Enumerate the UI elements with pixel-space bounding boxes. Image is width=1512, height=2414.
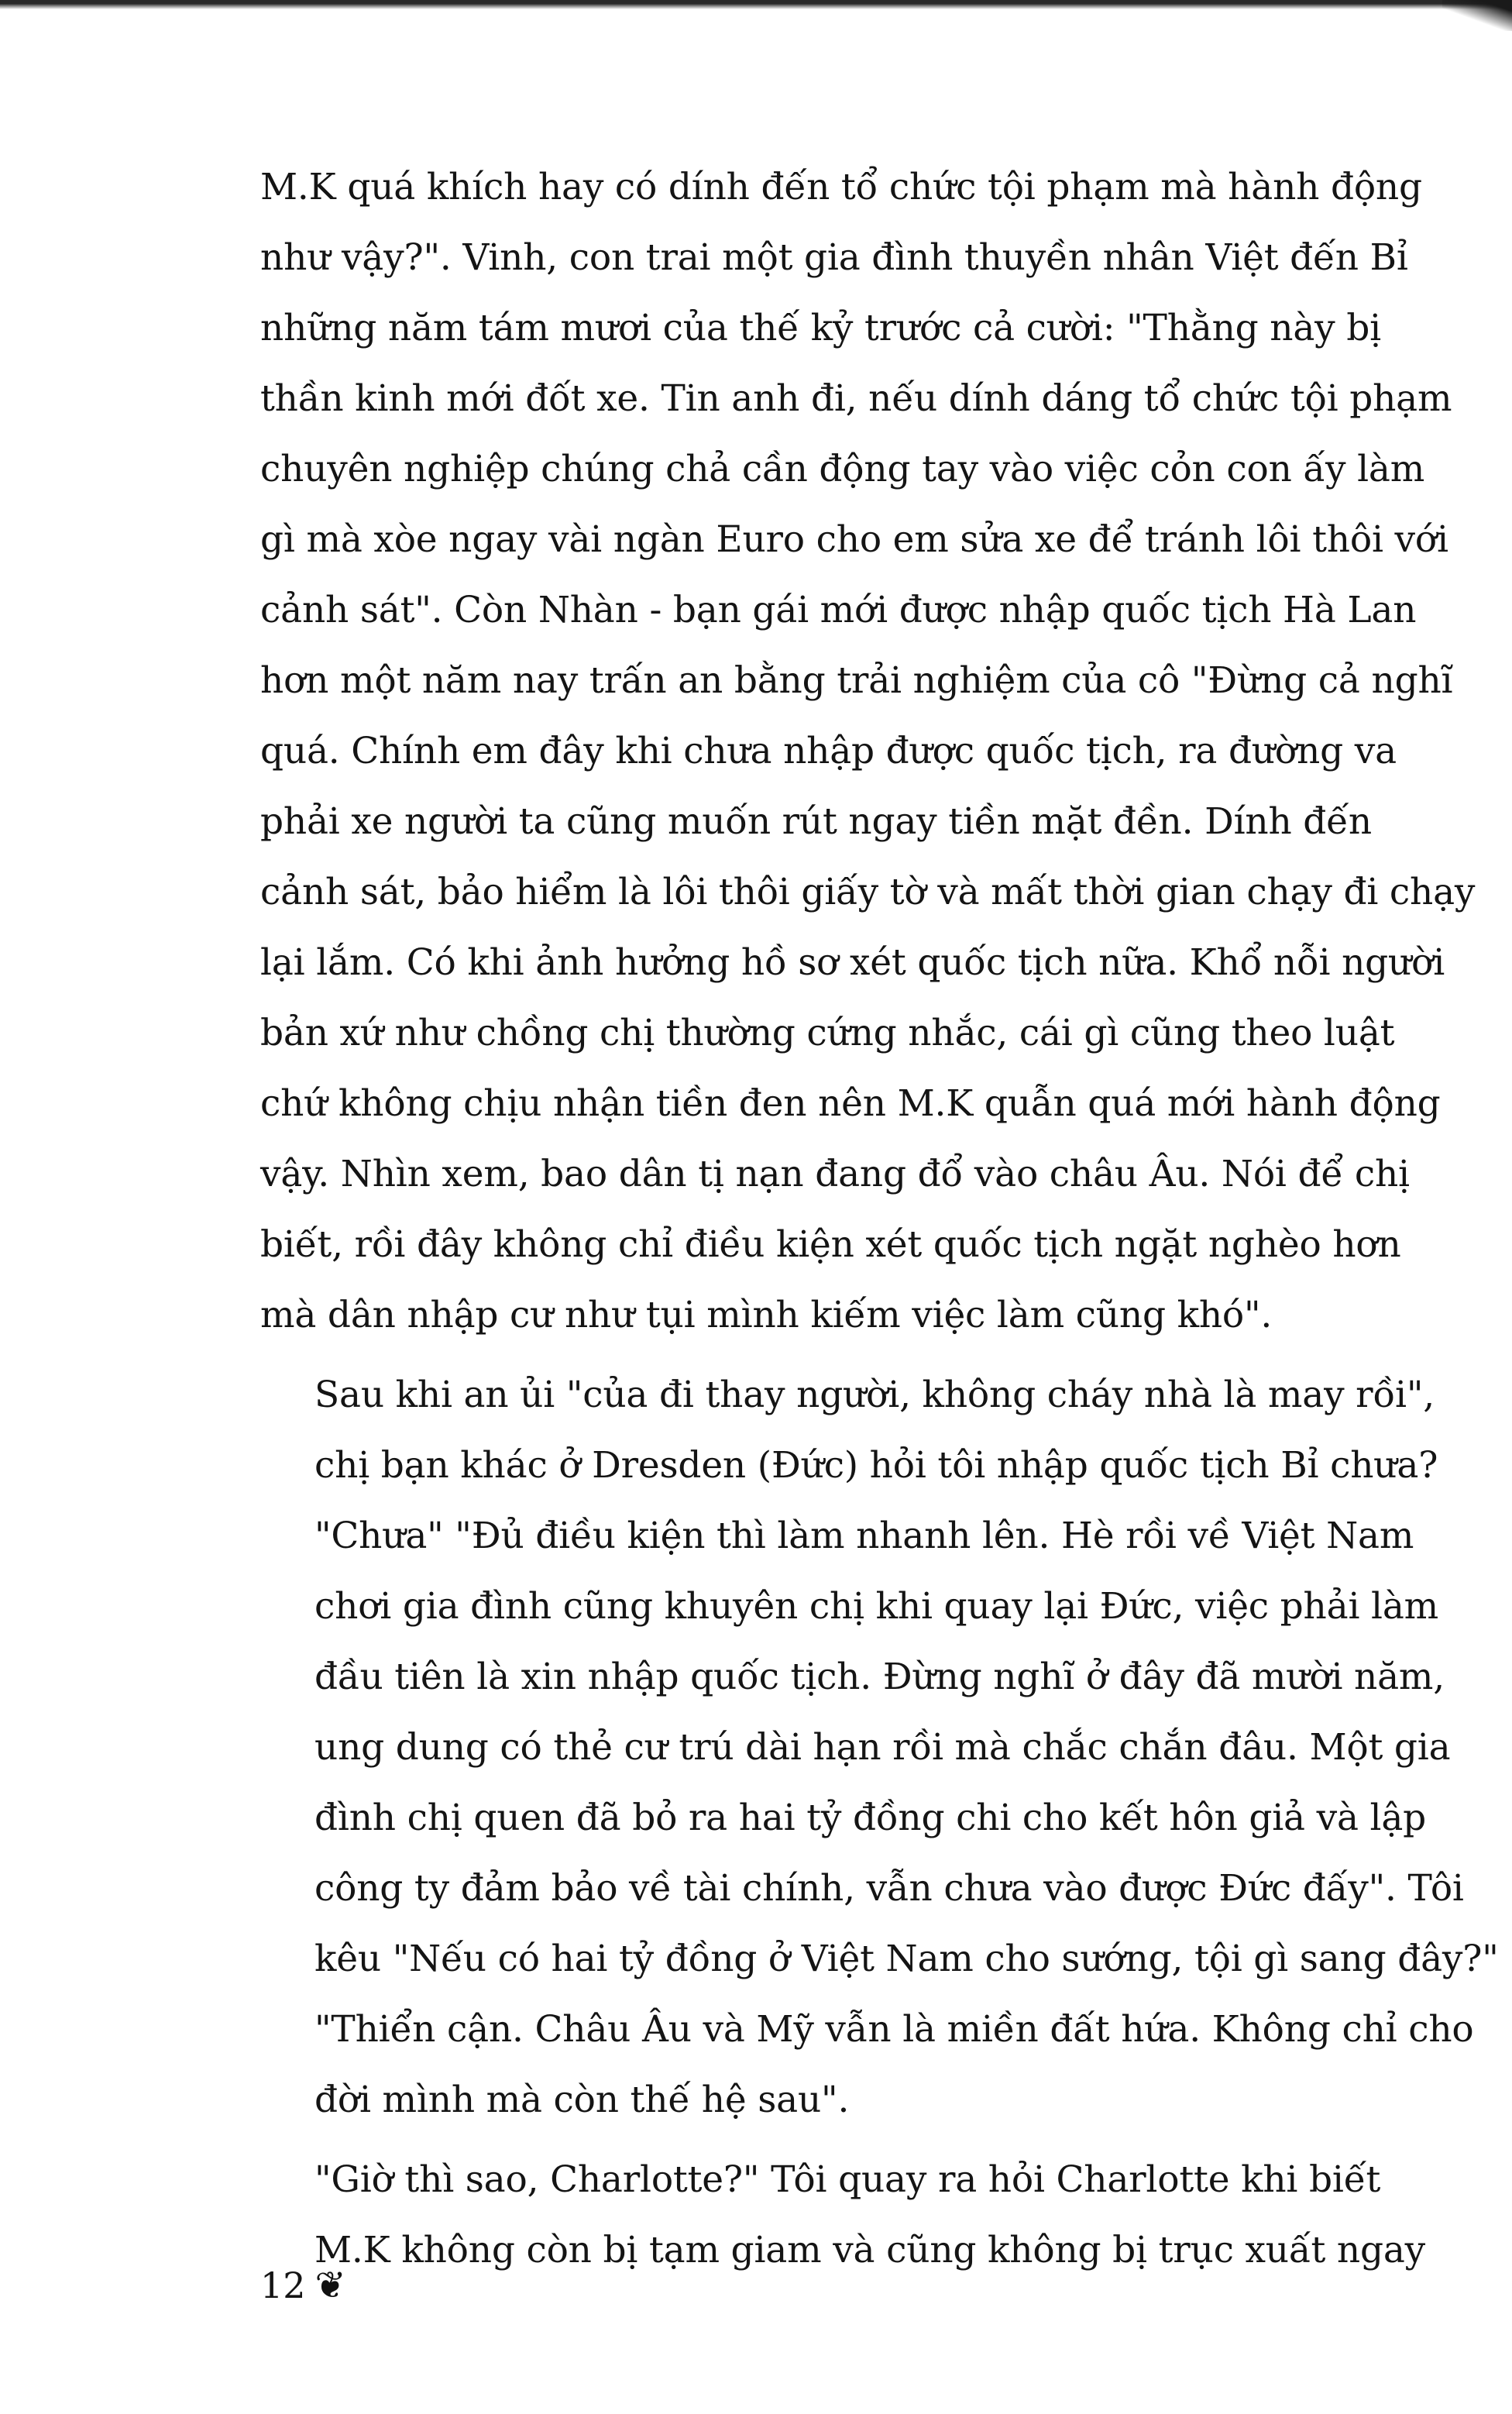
text-line: công ty đảm bảo về tài chính, vẫn chưa vào được Đức đấy". Tôi [314,1867,1464,1910]
text-line: mà dân nhập cư như tụi mình kiếm việc làm cũng khó". [260,1294,1273,1336]
page-number: 12 [260,2264,306,2306]
top-scan-edge [0,0,1512,9]
text-line: đời mình mà còn thế hệ sau". [314,2079,850,2121]
text-line: chơi gia đình cũng khuyên chị khi quay lại Đức, việc phải làm [314,1585,1439,1628]
text-line: đầu tiên là xin nhập quốc tịch. Đừng nghĩ ở đây đã mười năm, [314,1656,1445,1698]
text-line: cảnh sát". Còn Nhàn - bạn gái mới được nhập quốc tịch Hà Lan [260,589,1417,631]
text-line: Sau khi an ủi "của đi thay người, không cháy nhà là may rồi", [314,1374,1435,1416]
text-line: gì mà xòe ngay vài ngàn Euro cho em sửa xe để tránh lôi thôi với [260,518,1448,561]
text-line: "Giờ thì sao, Charlotte?" Tôi quay ra hỏi Charlotte khi biết [314,2158,1381,2201]
text-line: chứ không chịu nhận tiền đen nên M.K quẫn quá mới hành động [260,1082,1441,1125]
page-body [260,152,1499,2285]
corner-scan-mark [1442,0,1512,31]
text-line: lại lắm. Có khi ảnh hưởng hồ sơ xét quốc tịch nữa. Khổ nỗi người [260,941,1445,984]
text-line: đình chị quen đã bỏ ra hai tỷ đồng chi cho kết hôn giả và lập [314,1797,1427,1839]
text-line: chuyên nghiệp chúng chả cần động tay vào việc cỏn con ấy làm [260,448,1425,490]
text-line: ung dung có thẻ cư trú dài hạn rồi mà chắc chắn đâu. Một gia [314,1726,1451,1769]
text-line: vậy. Nhìn xem, bao dân tị nạn đang đổ vào châu Âu. Nói để chị [260,1153,1410,1195]
text-line: bản xứ như chồng chị thường cứng nhắc, cái gì cũng theo luật [260,1012,1395,1054]
text-line: chị bạn khác ở Dresden (Đức) hỏi tôi nhập quốc tịch Bỉ chưa? [314,1444,1438,1487]
paragraph-1 [260,152,1476,1350]
text-line: phải xe người ta cũng muốn rút ngay tiền mặt đền. Dính đến [260,800,1372,843]
paragraph-2 [260,1360,1499,2135]
text-line: cảnh sát, bảo hiểm là lôi thôi giấy tờ và mất thời gian chạy đi chạy [260,871,1476,913]
text-line: kêu "Nếu có hai tỷ đồng ở Việt Nam cho sướng, tội gì sang đây?" [314,1938,1499,1980]
text-line: biết, rồi đây không chỉ điều kiện xét quốc tịch ngặt nghèo hơn [260,1223,1401,1266]
text-line: quá. Chính em đây khi chưa nhập được quốc tịch, ra đường va [260,730,1397,772]
page-footer [260,2262,346,2309]
text-line: "Chưa" "Đủ điều kiện thì làm nhanh lên. Hè rồi về Việt Nam [314,1515,1414,1557]
text-line: như vậy?". Vinh, con trai một gia đình thuyền nhân Việt đến Bỉ [260,236,1408,279]
text-line: M.K quá khích hay có dính đến tổ chức tội phạm mà hành động [260,166,1422,208]
paragraph-3 [260,2144,1426,2285]
text-line: M.K không còn bị tạm giam và cũng không bị trục xuất ngay [314,2229,1426,2271]
fleuron-icon: ❦ [314,2264,346,2307]
text-line: những năm tám mươi của thế kỷ trước cả cười: "Thằng này bị [260,307,1381,349]
text-line: hơn một năm nay trấn an bằng trải nghiệm của cô "Đừng cả nghĩ [260,659,1453,702]
text-line: "Thiển cận. Châu Âu và Mỹ vẫn là miền đất hứa. Không chỉ cho [314,2008,1474,2051]
text-line: thần kinh mới đốt xe. Tin anh đi, nếu dính dáng tổ chức tội phạm [260,377,1452,420]
